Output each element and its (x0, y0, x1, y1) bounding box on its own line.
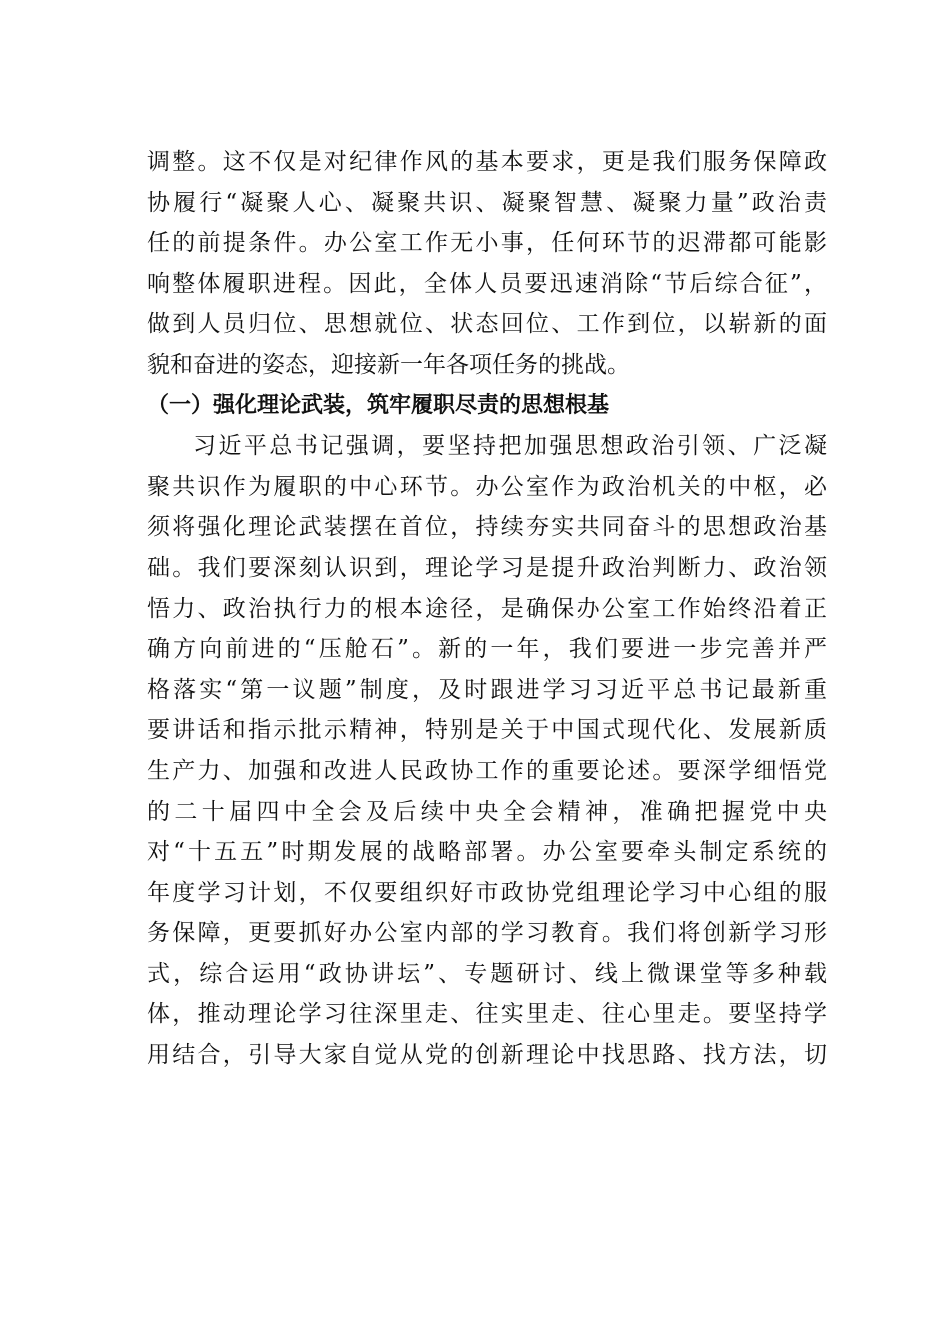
paragraph-line: 确方向前进的“压舱石”。新的一年，我们要进一步完善并严 (147, 636, 827, 663)
paragraph-line: 的二十届四中全会及后续中央全会精神，准确把握党中央 (147, 798, 827, 825)
paragraph-line: 协履行“凝聚人心、凝聚共识、凝聚智慧、凝聚力量”政治责 (147, 189, 827, 216)
paragraph-line: 貌和奋进的姿态，迎接新一年各项任务的挑战。 (147, 351, 630, 378)
paragraph-line: 习近平总书记强调，要坚持把加强思想政治引领、广泛凝 (193, 433, 827, 460)
paragraph-line: 对“十五五”时期发展的战略部署。办公室要牵头制定系统的 (147, 839, 827, 866)
paragraph-line: 悟力、政治执行力的根本途径，是确保办公室工作始终沿着正 (147, 595, 827, 622)
paragraph-line: 任的前提条件。办公室工作无小事，任何环节的迟滞都可能影 (147, 230, 827, 257)
paragraph-line: 须将强化理论武装摆在首位，持续夯实共同奋斗的思想政治基 (147, 514, 827, 541)
paragraph-line: 础。我们要深刻认识到，理论学习是提升政治判断力、政治领 (147, 554, 827, 581)
paragraph-line: 用结合，引导大家自觉从党的创新理论中找思路、找方法，切 (147, 1042, 827, 1069)
paragraph-line: 聚共识作为履职的中心环节。办公室作为政治机关的中枢，必 (147, 473, 827, 500)
paragraph-line: 调整。这不仅是对纪律作风的基本要求，更是我们服务保障政 (147, 149, 827, 175)
section-heading: （一）强化理论武装，筑牢履职尽责的思想根基 (147, 392, 610, 418)
paragraph-line: 务保障，更要抓好办公室内部的学习教育。我们将创新学习形 (147, 920, 827, 947)
paragraph-line: 生产力、加强和改进人民政协工作的重要论述。要深学细悟党 (147, 757, 827, 784)
paragraph-line: 体，推动理论学习往深里走、往实里走、往心里走。要坚持学 (147, 1001, 827, 1028)
paragraph-line: 式，综合运用“政协讲坛”、专题研讨、线上微课堂等多种载 (147, 960, 827, 987)
paragraph-line: 要讲话和指示批示精神，特别是关于中国式现代化、发展新质 (147, 717, 827, 744)
document-body (147, 142, 827, 1076)
paragraph-line: 年度学习计划，不仅要组织好市政协党组理论学习中心组的服 (147, 879, 827, 906)
paragraph-line: 响整体履职进程。因此，全体人员要迅速消除“节后综合征”， (147, 270, 827, 297)
paragraph-line: 做到人员归位、思想就位、状态回位、工作到位，以崭新的面 (147, 311, 827, 338)
paragraph-line: 格落实“第一议题”制度，及时跟进学习习近平总书记最新重 (147, 676, 827, 703)
